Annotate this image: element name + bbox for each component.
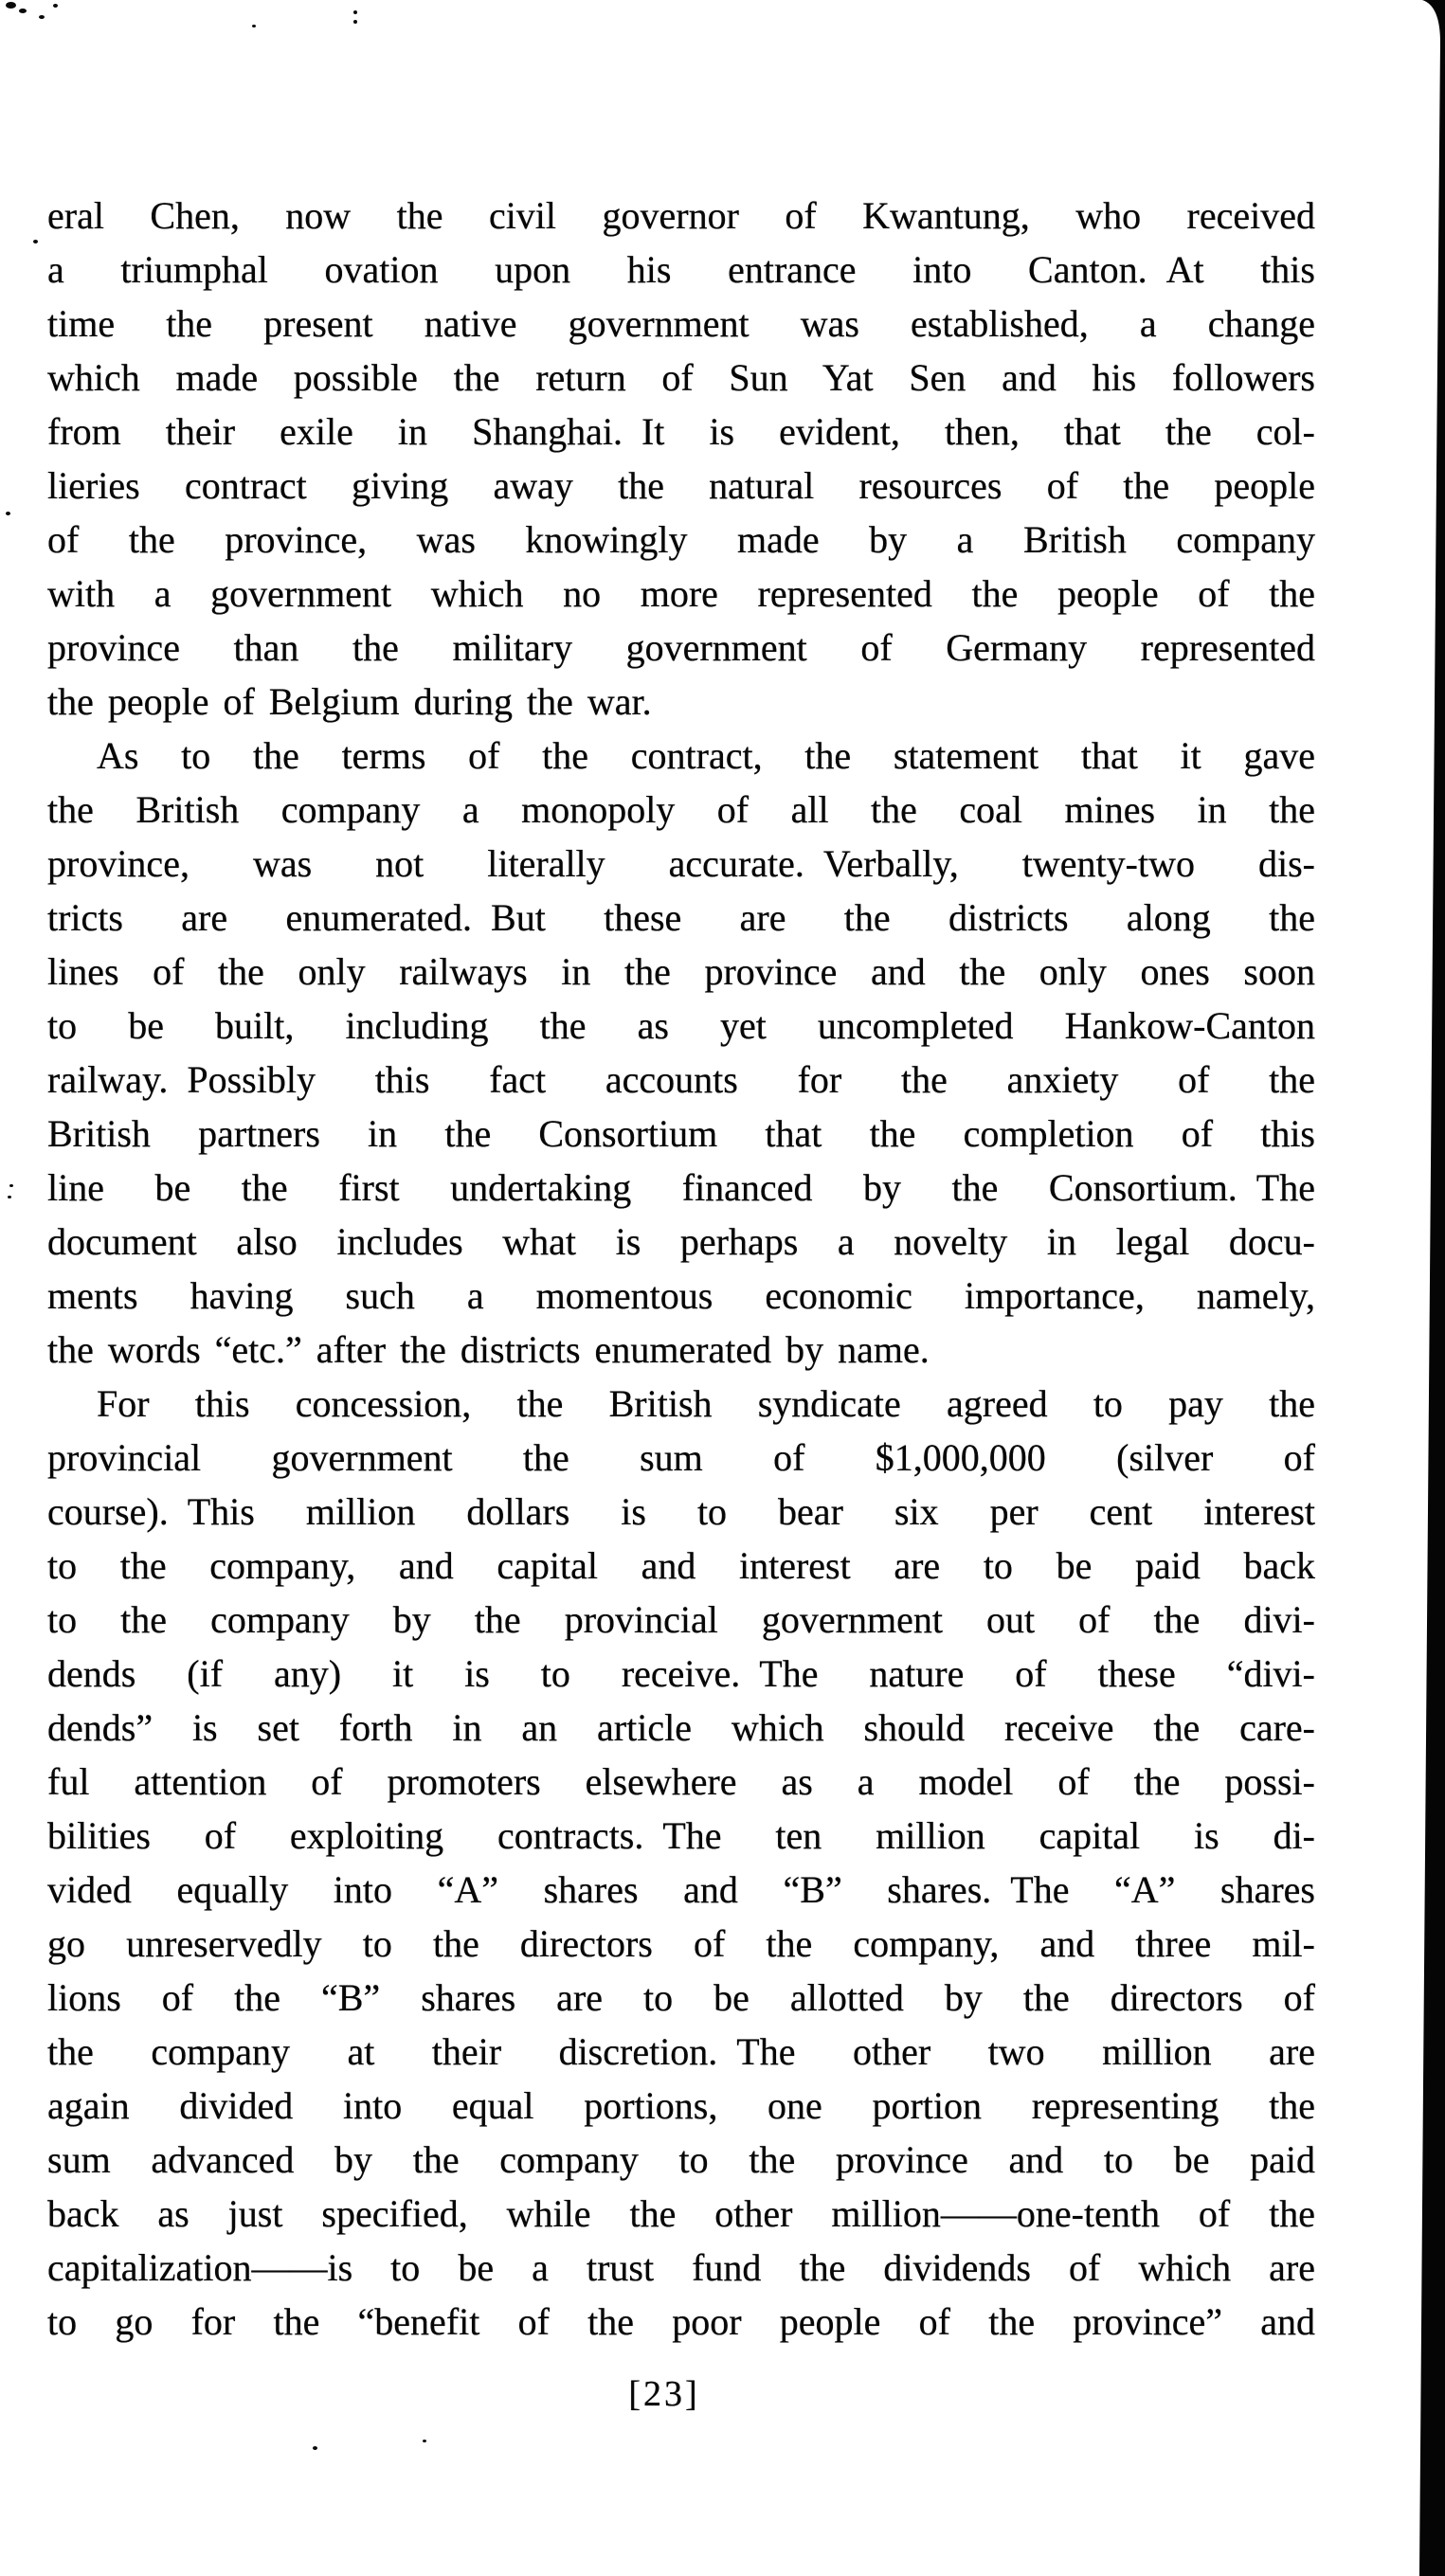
text-line: the people of Belgium during the war. bbox=[47, 680, 652, 723]
text-line: dends (if any) it is to receive. The nature of these “divi- bbox=[47, 1652, 1315, 1695]
text-line: a triumphal ovation upon his entrance into Canton. At this bbox=[47, 248, 1315, 291]
text-line: lions of the “B” shares are to be allotted by the directors of bbox=[47, 1976, 1315, 2019]
text-line: back as just specified, while the other million——one-tenth of the bbox=[47, 2192, 1315, 2235]
text-line: the words “etc.” after the districts enumerated by name. bbox=[47, 1328, 930, 1371]
text-line: the company at their discretion. The other two million are bbox=[47, 2030, 1315, 2073]
text-line: to the company, and capital and interest are to be paid back bbox=[47, 1544, 1315, 1587]
text-line: bilities of exploiting contracts. The ten million capital is di- bbox=[47, 1814, 1315, 1857]
text-line: lines of the only railways in the province and the only ones soon bbox=[47, 950, 1315, 993]
text-line: with a government which no more represented the people of the bbox=[47, 572, 1315, 615]
page-number: [23] bbox=[628, 2374, 700, 2414]
text-line: of the province, was knowingly made by a British company bbox=[47, 518, 1315, 561]
text-line: capitalization——is to be a trust fund the dividends of which are bbox=[47, 2246, 1315, 2289]
text-line: As to the terms of the contract, the statement that it gave bbox=[97, 734, 1315, 777]
text-line: vided equally into “A” shares and “B” shares. The “A” shares bbox=[47, 1868, 1315, 1911]
text-line: ful attention of promoters elsewhere as a model of the possi- bbox=[47, 1760, 1315, 1803]
ink-speck bbox=[353, 10, 357, 14]
ink-speck bbox=[19, 9, 27, 13]
ink-speck bbox=[6, 512, 10, 515]
text-line: eral Chen, now the civil governor of Kwantung, who received bbox=[47, 194, 1315, 237]
ink-speck bbox=[353, 20, 357, 24]
text-line: province, was not literally accurate. Verbally, twenty-two dis- bbox=[47, 842, 1315, 885]
ink-speck bbox=[423, 2440, 426, 2442]
text-line: tricts are enumerated. But these are the districts along the bbox=[47, 896, 1315, 939]
ink-speck bbox=[39, 15, 45, 19]
text-line: provincial government the sum of $1,000,000 (silver of bbox=[47, 1436, 1315, 1479]
text-line: from their exile in Shanghai. It is evident, then, that the col- bbox=[47, 410, 1315, 453]
text-line: dends” is set forth in an article which should receive the care- bbox=[47, 1706, 1315, 1749]
text-line: line be the first undertaking financed by the Consortium. The bbox=[47, 1166, 1315, 1209]
text-line: course). This million dollars is to bear six per cent interest bbox=[47, 1490, 1315, 1533]
ink-speck bbox=[8, 1196, 11, 1198]
text-line: document also includes what is perhaps a novelty in legal docu- bbox=[47, 1220, 1315, 1263]
text-line: to go for the “benefit of the poor people of the province” and bbox=[47, 2300, 1315, 2343]
text-line: to be built, including the as yet uncompleted Hankow-Canton bbox=[47, 1004, 1315, 1047]
ink-speck bbox=[313, 2446, 317, 2450]
text-line: ments having such a momentous economic importance, namely, bbox=[47, 1274, 1315, 1317]
text-line: go unreservedly to the directors of the company, and three mil- bbox=[47, 1922, 1315, 1965]
text-line: British partners in the Consortium that the completion of this bbox=[47, 1112, 1315, 1155]
text-line: time the present native government was established, a change bbox=[47, 302, 1315, 345]
ink-speck bbox=[252, 25, 256, 27]
text-line: to the company by the provincial government out of the divi- bbox=[47, 1598, 1315, 1641]
ink-speck bbox=[6, 2, 16, 9]
text-line: lieries contract giving away the natural resources of the people bbox=[47, 464, 1315, 507]
text-line: the British company a monopoly of all the coal mines in the bbox=[47, 788, 1315, 831]
page-text bbox=[47, 189, 1315, 2349]
text-line: sum advanced by the company to the province and to be paid bbox=[47, 2138, 1315, 2181]
text-line: which made possible the return of Sun Yat Sen and his followers bbox=[47, 356, 1315, 399]
ink-speck bbox=[33, 240, 38, 243]
ink-speck bbox=[9, 1184, 13, 1187]
text-line: again divided into equal portions, one portion representing the bbox=[47, 2084, 1315, 2127]
text-line: province than the military government of Germany represented bbox=[47, 626, 1315, 669]
text-line: For this concession, the British syndicate agreed to pay the bbox=[97, 1382, 1315, 1425]
text-line: railway. Possibly this fact accounts for the anxiety of the bbox=[47, 1058, 1315, 1101]
ink-speck bbox=[53, 4, 58, 8]
